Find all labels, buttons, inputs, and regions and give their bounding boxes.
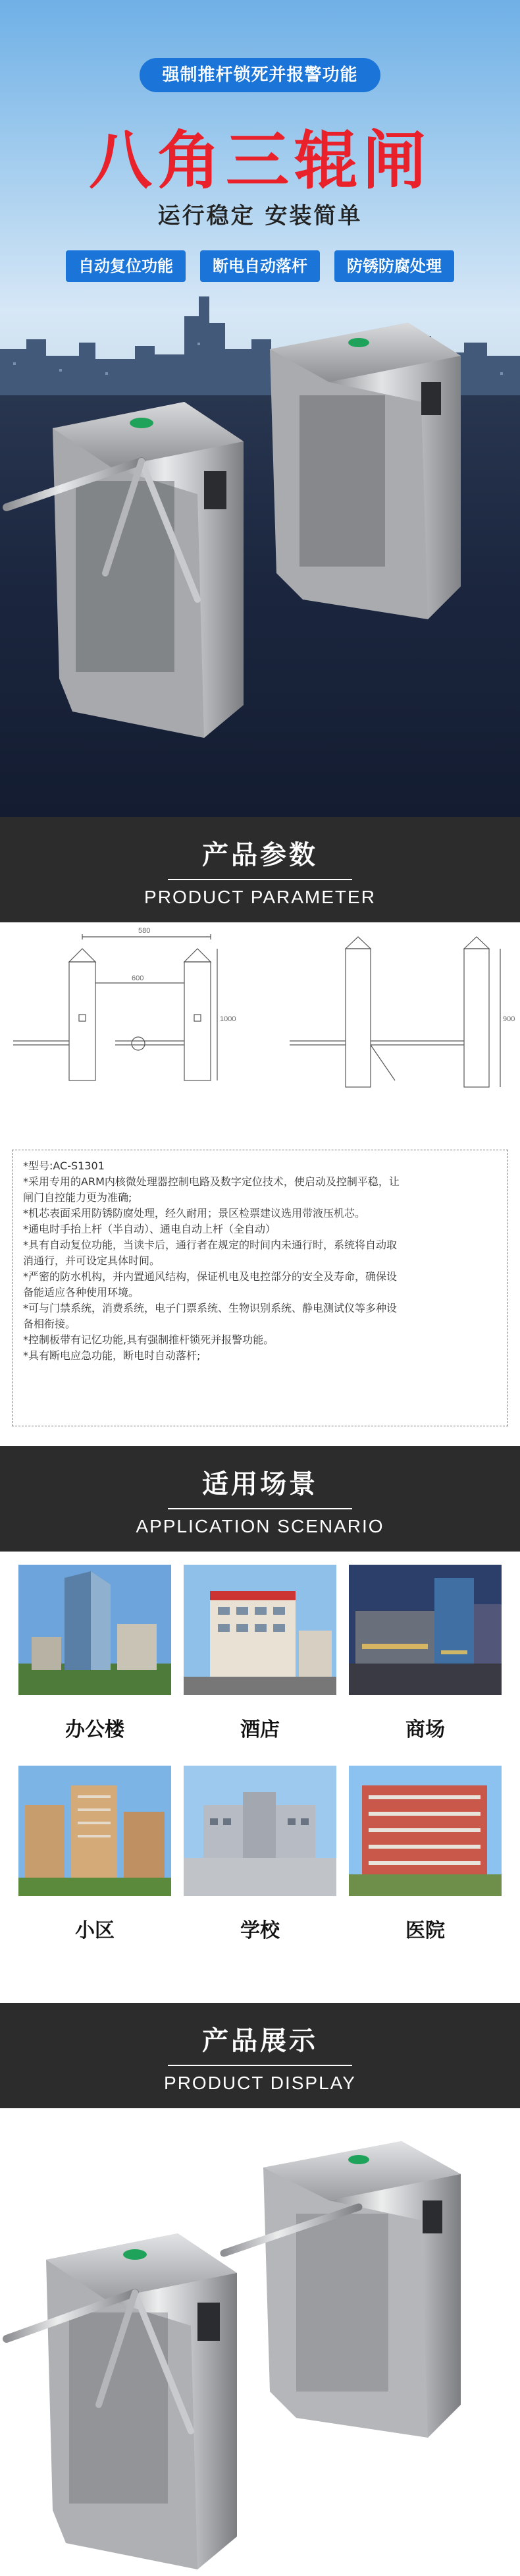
dim-label: 580 (138, 927, 151, 935)
scene-label: 商场 (405, 1718, 445, 1741)
hero-banner (0, 0, 520, 817)
divider (168, 2065, 352, 2066)
section-title: 产品展示 (202, 2026, 318, 2056)
section-title: 产品参数 (202, 840, 318, 870)
turnstile-product-image (0, 310, 520, 784)
divider (168, 879, 352, 880)
hero-tag: 强制推杆锁死并报警功能 (140, 58, 380, 92)
divider (168, 1508, 352, 1509)
technical-drawing (0, 922, 520, 1140)
spec-line: *具有自动复位功能，当读卡后，通行者在规定的时间内未通行时，系统将自动取 (23, 1239, 398, 1251)
spec-line: *型号:AC-S1301 (23, 1160, 105, 1172)
product-display (0, 2108, 520, 2576)
spec-line: 备相衔接。 (23, 1318, 76, 1330)
turnstile-display-image (0, 2108, 520, 2576)
scene-label: 酒店 (240, 1718, 280, 1741)
shopping-mall-image (349, 1565, 502, 1695)
feature-badge: 断电自动落杆 (200, 250, 320, 282)
hospital-image (349, 1766, 502, 1896)
hero-title: 八角三辊闸 (89, 124, 431, 198)
hotel-image (184, 1565, 336, 1695)
spec-line: 备能适应各种使用环境。 (23, 1286, 140, 1299)
spec-line: *控制板带有记忆功能,具有强制推杆锁死并报警功能。 (23, 1333, 274, 1346)
dim-label: 1000 (220, 1015, 236, 1023)
spec-line: *严密的防水机构，并内置通风结构，保证机电及电控部分的安全及寿命，确保设 (23, 1270, 398, 1283)
feature-badge: 防锈防腐处理 (334, 250, 454, 282)
spec-line: 消通行，并可设定具体时间。 (23, 1254, 161, 1267)
section-header-display (0, 2003, 520, 2108)
scene-label: 办公楼 (65, 1718, 124, 1741)
spec-line: *具有断电应急功能，断电时自动落杆; (23, 1349, 201, 1362)
scene-label: 学校 (240, 1919, 280, 1942)
spec-line: 闸门自控能力更为准确; (23, 1191, 132, 1204)
spec-line: *可与门禁系统，消费系统，电子门票系统、生物识别系统、静电测试仪等多种设 (23, 1302, 398, 1314)
residential-community-image (18, 1766, 171, 1896)
hero-subtitle: 运行稳定 安装简单 (157, 203, 363, 229)
section-subtitle: PRODUCT PARAMETER (144, 887, 376, 907)
spec-list (12, 1150, 508, 1426)
section-subtitle: APPLICATION SCENARIO (136, 1516, 384, 1536)
scene-label: 小区 (75, 1919, 115, 1942)
section-title: 适用场景 (202, 1469, 318, 1499)
spec-line: *采用专用的ARM内核微处理器控制电路及数字定位技术，使启动及控制平稳，让 (23, 1175, 400, 1188)
office-building-image (18, 1565, 171, 1695)
section-header-params (0, 817, 520, 922)
spec-line: *机芯表面采用防锈防腐处理，经久耐用；景区检票建议选用带液压机芯。 (23, 1207, 366, 1219)
section-subtitle: PRODUCT DISPLAY (164, 2073, 356, 2093)
school-image (184, 1766, 336, 1896)
dim-label: 900 (503, 1015, 515, 1023)
scene-label: 医院 (405, 1919, 445, 1942)
spec-line: *通电时手抬上杆（半自动）、通电自动上杆（全自动） (23, 1223, 276, 1235)
feature-badge: 自动复位功能 (66, 250, 186, 282)
dim-label: 600 (132, 974, 144, 982)
section-header-scenario (0, 1446, 520, 1552)
